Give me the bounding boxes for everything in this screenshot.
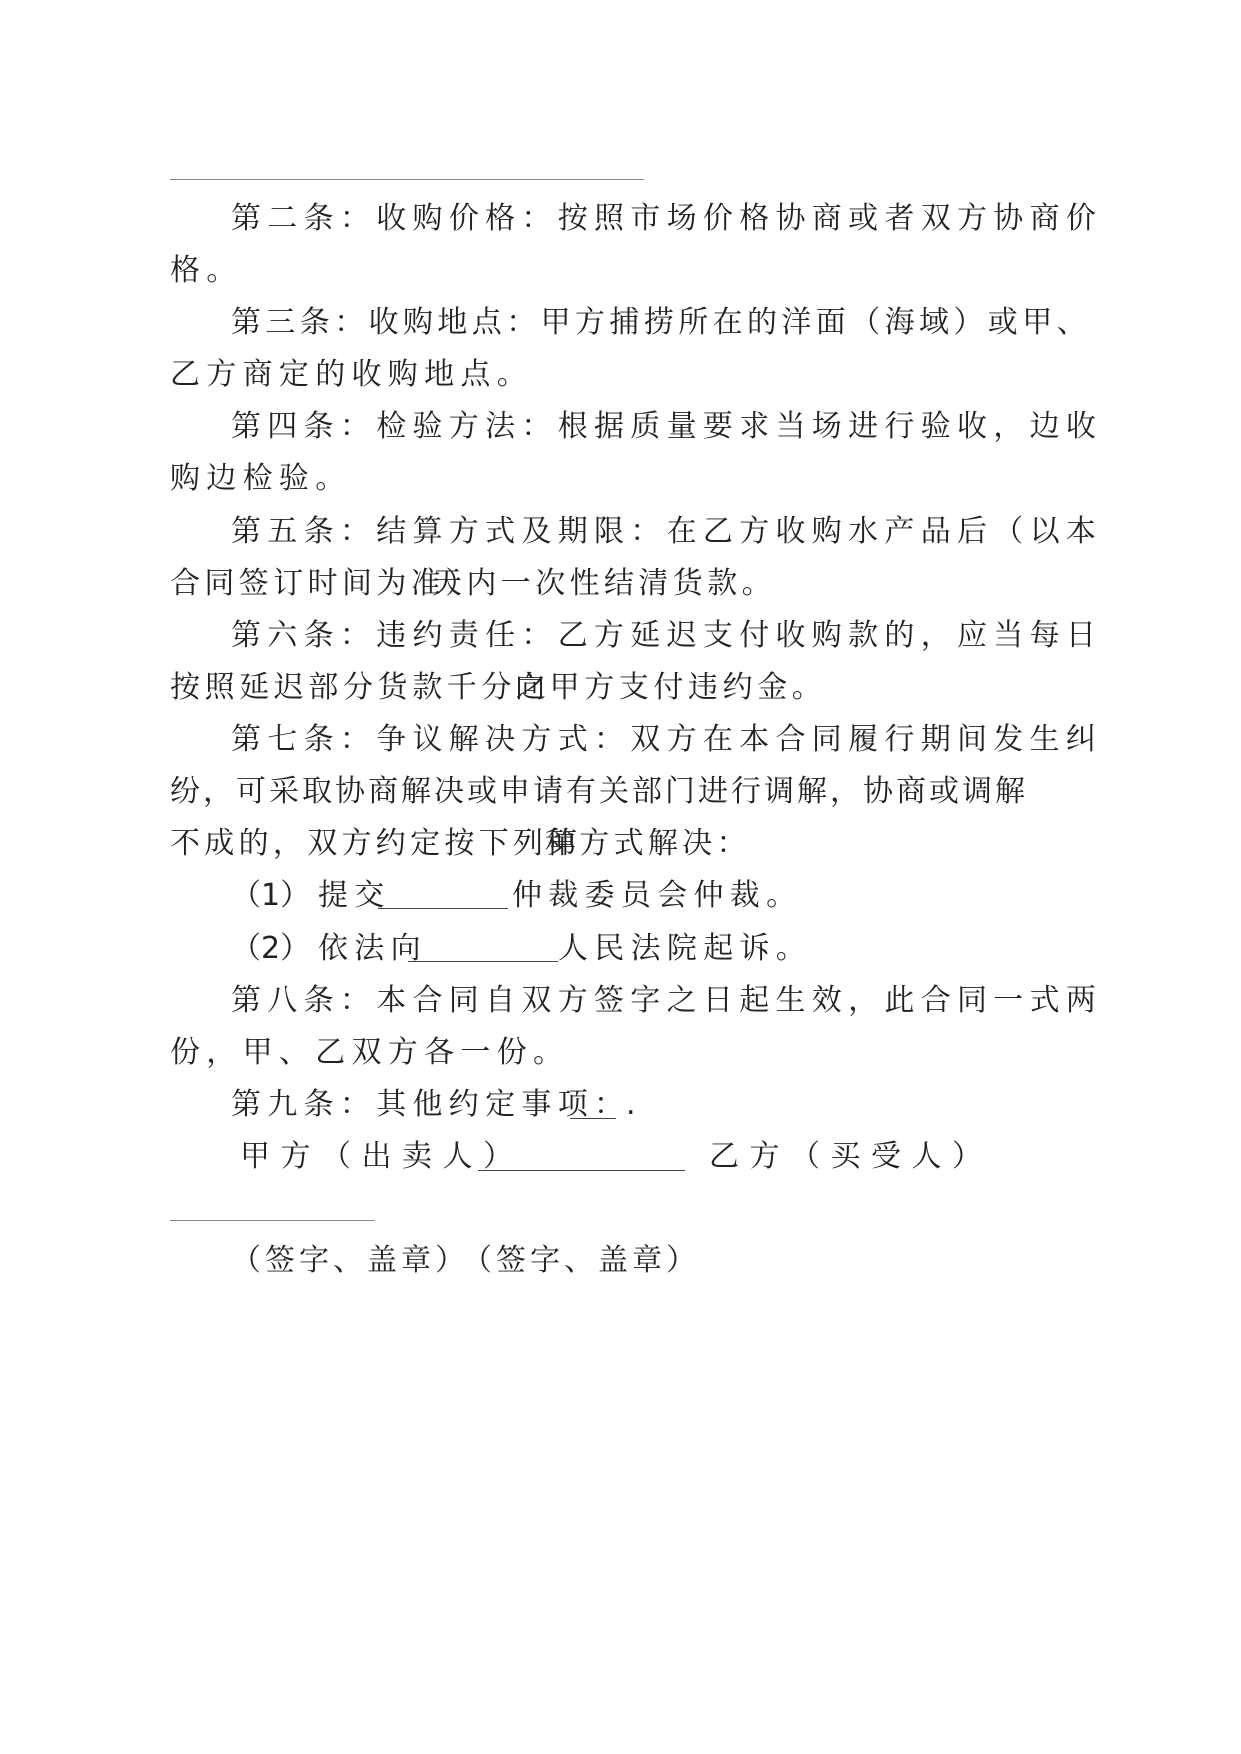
article-5-line-2a: 合同签订时间为准） bbox=[170, 566, 480, 601]
option-1-number: （1） bbox=[231, 878, 311, 913]
article-9-blank[interactable] bbox=[570, 1092, 616, 1119]
article-6-line-2a: 按照延迟部分货款千分之 bbox=[170, 670, 551, 705]
party-b-seal: （签字、盖章） bbox=[462, 1243, 700, 1278]
option-2-number: （2） bbox=[231, 931, 311, 966]
article-7-line-3b: 种方式解决： bbox=[545, 826, 751, 861]
article-5-line-2b: 天内一次性结清货款。 bbox=[432, 566, 776, 601]
article-2-line-2: 格。 bbox=[170, 253, 243, 288]
party-b-label: 乙方（买受人） bbox=[709, 1139, 993, 1174]
article-7-line-1: 第七条：争议解决方式：双方在本合同履行期间发生纠 bbox=[231, 722, 1103, 757]
option-2-blank[interactable] bbox=[408, 935, 558, 962]
party-a-seal: （签字、盖章） bbox=[231, 1243, 469, 1278]
option-2-prefix: 依法向 bbox=[318, 931, 427, 966]
article-9-label: 第九条：其他约定事项： bbox=[231, 1087, 631, 1122]
article-4-line-1: 第四条：检验方法：根据质量要求当场进行验收，边收 bbox=[231, 409, 1103, 444]
article-8-line-1: 第八条：本合同自双方签字之日起生效，此合同一式两 bbox=[231, 983, 1103, 1018]
article-6-line-2b: 向甲方支付违约金。 bbox=[515, 670, 827, 705]
option-1-blank[interactable] bbox=[378, 882, 508, 909]
article-8-line-2: 份，甲、乙双方各一份。 bbox=[170, 1035, 570, 1070]
option-1-prefix: 提交 bbox=[318, 878, 391, 913]
article-2-line-1: 第二条：收购价格：按照市场价格协商或者双方协商价 bbox=[231, 201, 1103, 236]
option-2-suffix: 人民法院起诉。 bbox=[558, 931, 813, 966]
option-1-suffix: 仲裁委员会仲裁。 bbox=[512, 878, 803, 913]
article-7-line-3a: 不成的，双方约定按下列第 bbox=[170, 826, 582, 861]
article-7-line-2: 纷，可采取协商解决或申请有关部门进行调解，协商或调解 bbox=[170, 774, 1028, 809]
article-6-line-1: 第六条：违约责任：乙方延迟支付收购款的，应当每日 bbox=[231, 618, 1103, 653]
top-fill-line bbox=[170, 179, 644, 180]
party-b-signature-line[interactable] bbox=[170, 1220, 375, 1221]
party-a-label: 甲方（出卖人） bbox=[240, 1139, 524, 1174]
article-5-line-1: 第五条：结算方式及期限：在乙方收购水产品后（以本 bbox=[231, 514, 1103, 549]
article-3-line-1: 第三条：收购地点：甲方捕捞所在的洋面（海域）或甲、 bbox=[231, 305, 1091, 340]
article-4-line-2: 购边检验。 bbox=[170, 461, 352, 496]
party-a-signature-line[interactable] bbox=[478, 1144, 685, 1171]
article-3-line-2: 乙方商定的收购地点。 bbox=[170, 357, 533, 392]
article-9-end: . bbox=[626, 1087, 642, 1122]
